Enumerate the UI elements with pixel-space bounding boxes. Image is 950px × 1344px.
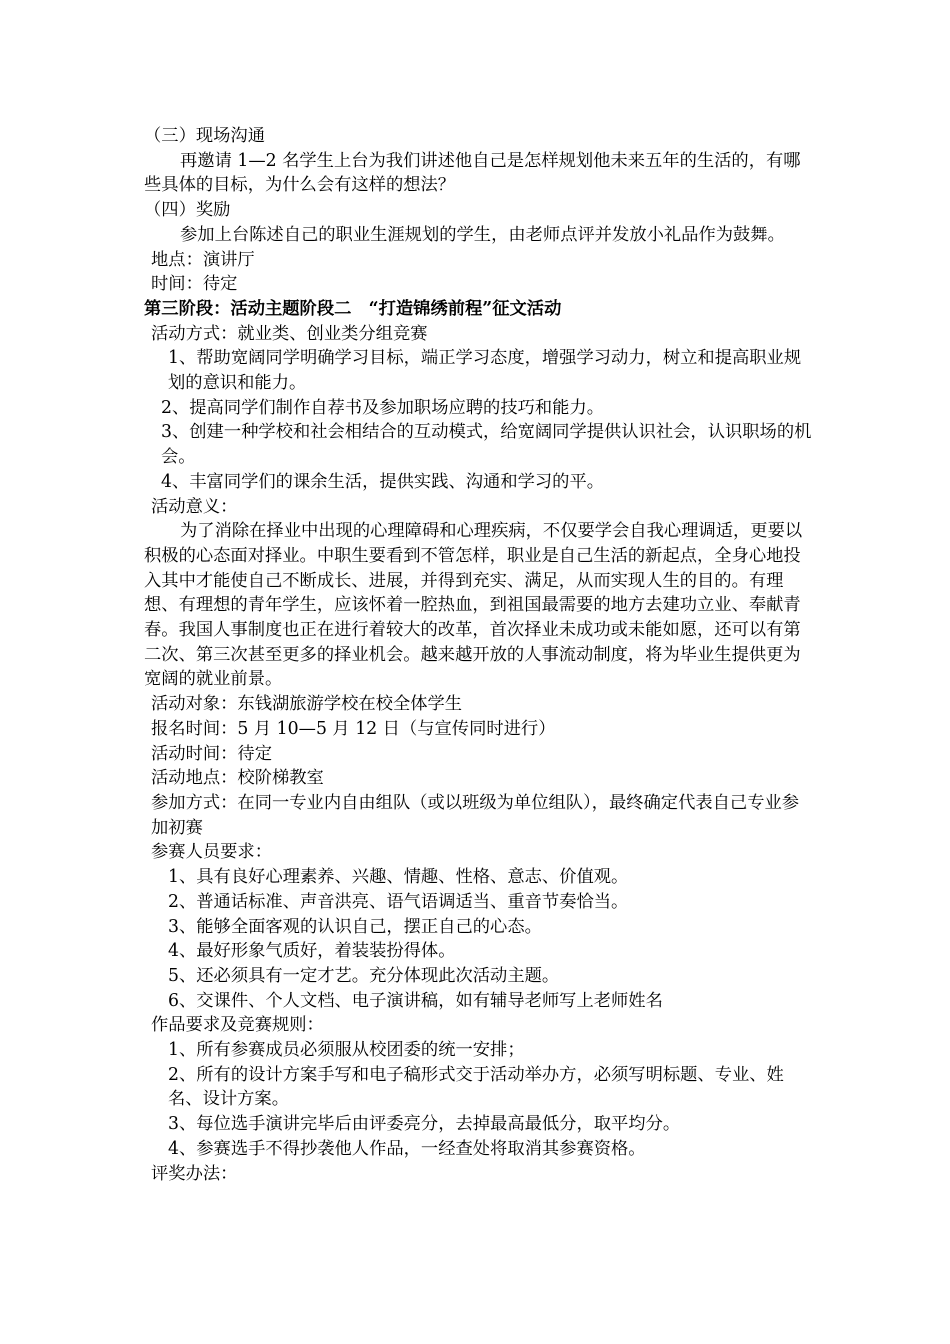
section-heading-reward: （四）奖励	[144, 200, 231, 221]
list-item: 4、丰富同学们的课余生活，提供实践、沟通和学习的平。	[161, 471, 605, 492]
time-line: 时间：待定	[151, 274, 238, 295]
activity-target-line: 活动对象：东钱湖旅游学校在校全体学生	[151, 694, 463, 715]
paragraph: 再邀请 1—2 名学生上台为我们讲述他自己是怎样规划他未来五年的生活的，有哪些具体的目标，为什么会有这样的想法？	[144, 150, 801, 196]
participation-method-line: 参加方式：在同一专业内自由组队（或以班级为单位组队），最终确定代表自己专业参加初赛	[151, 792, 800, 838]
participant-requirements-label: 参赛人员要求：	[151, 842, 272, 863]
list-item: 2、普通话标准、声音洪亮、语气语调适当、重音节奏恰当。	[168, 891, 629, 912]
list-item: 1、具有良好心理素养、兴趣、情趣、性格、意志、价值观。	[168, 867, 629, 888]
list-item: 3、每位选手演讲完毕后由评委亮分，去掉最高最低分，取平均分。	[168, 1114, 681, 1135]
list-item: 4、最好形象气质好，着装装扮得体。	[168, 941, 456, 962]
paragraph: 参加上台陈述自己的职业生涯规划的学生，由老师点评并发放小礼品作为鼓舞。	[180, 224, 785, 245]
list-item: 3、能够全面客观的认识自己，摆正自己的心态。	[168, 916, 542, 937]
document-body	[144, 124, 812, 1186]
activity-format-line: 活动方式：就业类、创业类分组竞赛	[151, 323, 428, 344]
stage-three-heading: 第三阶段：活动主题阶段二 “打造锦绣前程”征文活动	[144, 298, 562, 319]
list-item: 1、所有参赛成员必须服从校团委的统一安排；	[168, 1040, 525, 1061]
registration-time-line: 报名时间：5 月 10—5 月 12 日（与宣传同时进行）	[151, 718, 556, 739]
list-item: 6、交课件、个人文档、电子演讲稿，如有辅导老师写上老师姓名	[168, 990, 663, 1011]
activity-venue-line: 活动地点：校阶梯教室	[151, 768, 324, 789]
list-item: 1、帮助宽阔同学明确学习目标，端正学习态度，增强学习动力，树立和提高职业规划的意识和能力。	[168, 348, 802, 394]
activity-meaning-paragraph: 为了消除在择业中出现的心理障碍和心理疾病，不仅要学会自我心理调适，更要以积极的心态面对择业。中职生要看到不管怎样，职业是自己生活的新起点，全身心地投入其中才能使自己不断成长、进展，并得到充实、满足，从而实现人生的目的。有理想、有理想的青年学生，应该怀着一腔热血，到祖国最需要的地方去建功立业、奉献青春。我国人事制度也正在进行着较大的改革，首次择业未成功或未能如愿，还可以有第二次、第三次甚至更多的择业机会。越来越开放的人事流动制度，将为毕业生提供更为宽阔的就业前景。	[144, 521, 803, 690]
list-item: 4、参赛选手不得抄袭他人作品，一经查处将取消其参赛资格。	[168, 1138, 646, 1159]
work-requirements-label: 作品要求及竞赛规则：	[151, 1015, 324, 1036]
list-item: 5、还必须具有一定才艺。充分体现此次活动主题。	[168, 965, 560, 986]
venue-line: 地点：演讲厅	[151, 249, 255, 270]
activity-meaning-label: 活动意义：	[151, 496, 238, 517]
list-item: 2、所有的设计方案手写和电子稿形式交于活动举办方，必须写明标题、专业、姓名、设计方案。	[168, 1064, 784, 1110]
list-item: 2、提高同学们制作自荐书及参加职场应聘的技巧和能力。	[161, 397, 605, 418]
activity-time-line: 活动时间：待定	[151, 743, 272, 764]
list-item: 3、创建一种学校和社会相结合的互动模式，给宽阔同学提供认识社会，认识职场的机会。	[161, 422, 812, 468]
award-method-label: 评奖办法：	[151, 1163, 238, 1184]
section-heading-live-communication: （三）现场沟通	[144, 126, 265, 146]
